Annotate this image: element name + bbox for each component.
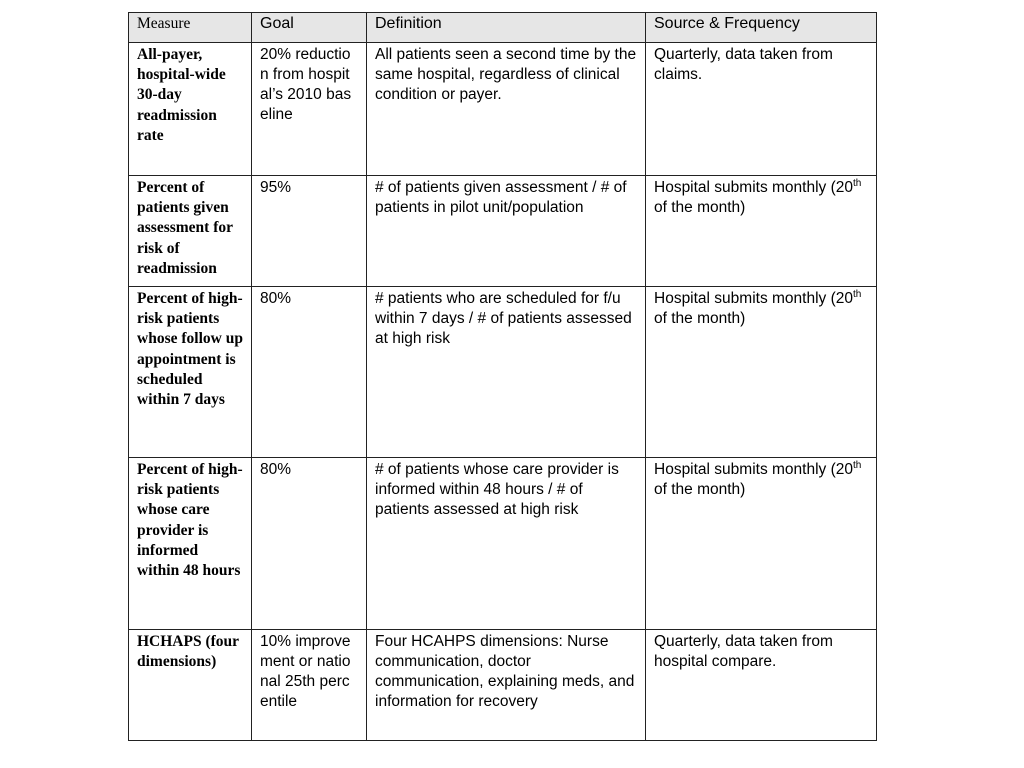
definition-cell: # patients who are scheduled for f/u within 7 days / # of patients assessed at high risk	[367, 287, 646, 458]
table-header-row	[129, 13, 877, 43]
source-text-post: of the month)	[654, 310, 746, 327]
measure-cell: HCHAPS (four dimensions)	[129, 630, 252, 741]
ordinal-superscript: th	[853, 459, 862, 471]
table-row	[129, 176, 877, 287]
measures-table	[128, 12, 877, 741]
header-measure: Measure	[129, 13, 252, 43]
table-row	[129, 43, 877, 176]
ordinal-superscript: th	[853, 177, 862, 189]
goal-cell: 95%	[252, 176, 367, 287]
source-text-post: of the month)	[654, 199, 746, 216]
goal-cell: 20% reduction from hospital’s 2010 baseline	[252, 43, 367, 176]
measure-cell: Percent of high-risk patients whose follow up appointment is scheduled within 7 days	[129, 287, 252, 458]
source-cell	[646, 287, 877, 458]
source-text-pre: Hospital submits monthly (20	[654, 290, 853, 307]
source-cell: Quarterly, data taken from hospital compare.	[646, 630, 877, 741]
measure-cell: All-payer, hospital-wide 30-day readmission rate	[129, 43, 252, 176]
definition-cell: Four HCAHPS dimensions: Nurse communication, doctor communication, explaining meds, and information for recovery	[367, 630, 646, 741]
header-definition: Definition	[367, 13, 646, 43]
source-cell: Quarterly, data taken from claims.	[646, 43, 877, 176]
header-source: Source & Frequency	[646, 13, 877, 43]
definition-cell: # of patients whose care provider is informed within 48 hours / # of patients assessed at high risk	[367, 458, 646, 630]
header-goal: Goal	[252, 13, 367, 43]
goal-cell: 10% improvement or national 25th percentile	[252, 630, 367, 741]
measure-cell: Percent of high-risk patients whose care provider is informed within 48 hours	[129, 458, 252, 630]
source-cell	[646, 458, 877, 630]
ordinal-superscript: th	[853, 288, 862, 300]
table-row	[129, 287, 877, 458]
definition-cell: # of patients given assessment / # of patients in pilot unit/population	[367, 176, 646, 287]
table-row	[129, 458, 877, 630]
definition-cell: All patients seen a second time by the same hospital, regardless of clinical condition or payer.	[367, 43, 646, 176]
source-text-pre: Hospital submits monthly (20	[654, 179, 853, 196]
goal-cell: 80%	[252, 287, 367, 458]
source-text-post: of the month)	[654, 481, 746, 498]
source-cell	[646, 176, 877, 287]
goal-cell: 80%	[252, 458, 367, 630]
measure-cell: Percent of patients given assessment for risk of readmission	[129, 176, 252, 287]
source-text-pre: Hospital submits monthly (20	[654, 461, 853, 478]
table-row	[129, 630, 877, 741]
